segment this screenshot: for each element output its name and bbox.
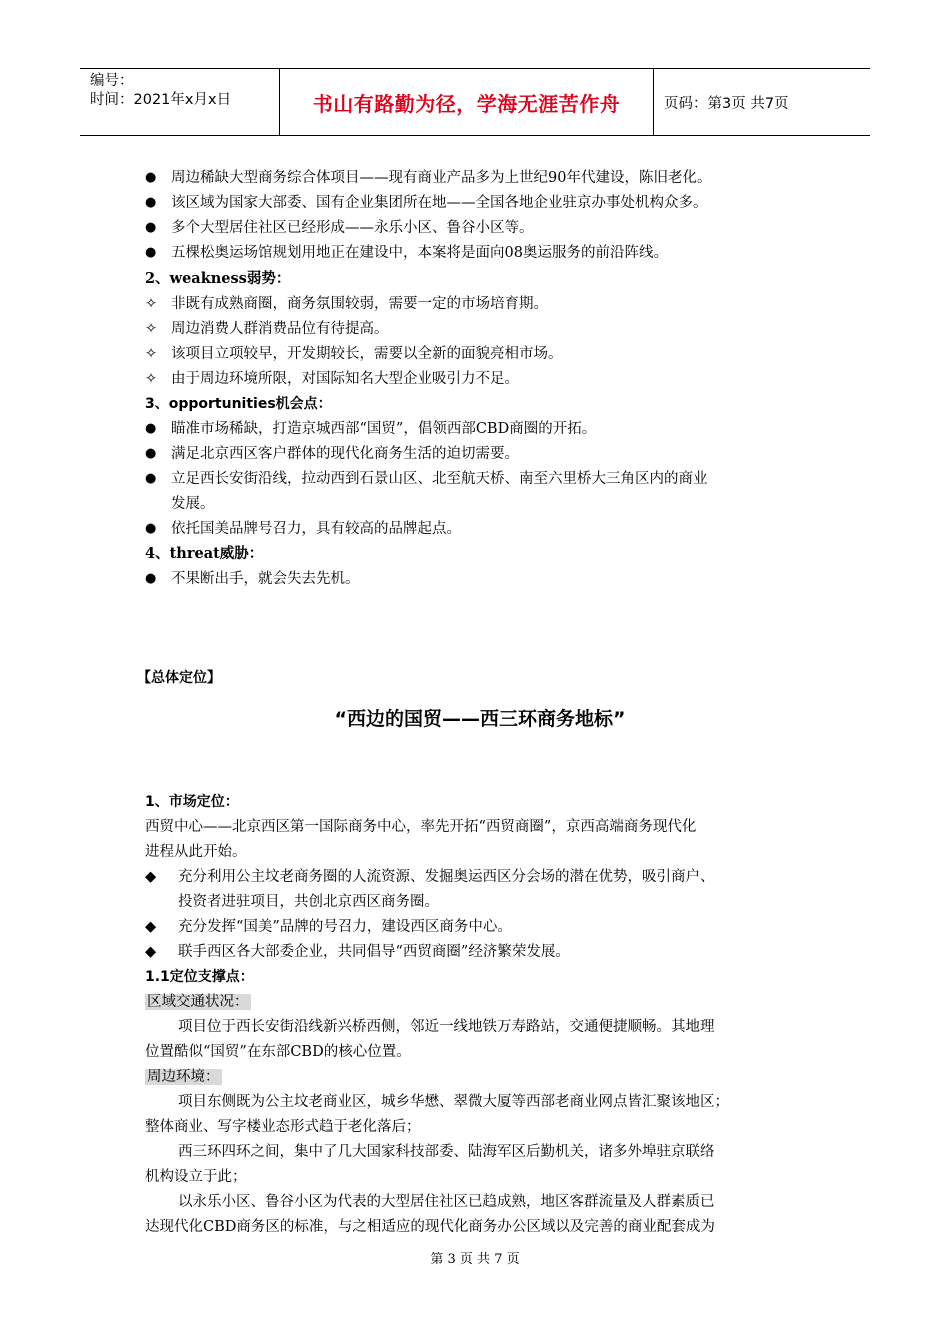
traffic-label: 区域交通状况： [147, 994, 249, 1010]
diamond-item: ◆ 充分发挥“国美”品牌的号召力，建设西区商务中心。 [145, 919, 512, 935]
diamond-bullet-icon: ◆ [145, 944, 157, 960]
bullet-dot-icon: ● [145, 421, 157, 436]
header-meta [80, 69, 280, 135]
weakness-item: ✧ 该项目立项较早，开发期较长，需要以全新的面貌亮相市场。 [145, 346, 563, 362]
env-text: 西三环四环之间，集中了几大国家科技部委、陆海军区后勤机关，诸多外埠驻京联络 [178, 1144, 715, 1160]
positioning-bracket-title: 【总体定位】 [137, 670, 221, 686]
weakness-item: ✧ 非既有成熟商圈，商务氛围较弱，需要一定的市场培育期。 [145, 296, 548, 312]
weakness-heading: 2、weakness弱势： [145, 270, 291, 287]
opportunity-item: ● 瞄准市场稀缺，打造京城西部“国贸”，倡领西部CBD商圈的开拓。 [145, 421, 597, 437]
env-text: 达现代化CBD商务区的标准，与之相适应的现代化商务办公区域以及完善的商业配套成为 [145, 1219, 715, 1235]
header-page-label: 页码：第3页 共7页 [664, 95, 789, 112]
code-label: 编号： [90, 73, 134, 89]
threat-heading: 4、threat威胁： [145, 545, 264, 562]
diamond-item: ◆ 联手西区各大部委企业，共同倡导“西贸商圈”经济繁荣发展。 [145, 944, 570, 960]
page-header [80, 68, 870, 136]
traffic-text: 项目位于西长安街沿线新兴桥西侧，邻近一线地铁万寿路站，交通便捷顺畅。其地理 [178, 1019, 715, 1035]
env-text: 整体商业、写字楼业态形式趋于老化落后； [145, 1119, 421, 1135]
opportunity-item: ● 满足北京西区客户群体的现代化商务生活的迫切需要。 [145, 446, 519, 462]
diamond-bullet-icon: ◆ [145, 919, 157, 935]
star-bullet-icon: ✧ [145, 346, 158, 362]
opportunity-item: ● 立足西长安街沿线，拉动西到石景山区、北至航天桥、南至六里桥大三角区内的商业 [145, 471, 708, 487]
bullet-dot-icon: ● [145, 245, 157, 260]
diamond-item: ◆ 充分利用公主坟老商务圈的人流资源、发掘奥运西区分会场的潜在优势，吸引商户、 [145, 869, 715, 885]
weakness-item: ✧ 由于周边环境所限，对国际知名大型企业吸引力不足。 [145, 371, 519, 387]
bullet-dot-icon: ● [145, 521, 157, 536]
bullet-dot-icon: ● [145, 446, 157, 461]
star-bullet-icon: ✧ [145, 321, 158, 337]
bullet-dot-icon: ● [145, 571, 157, 586]
env-text: 以永乐小区、鲁谷小区为代表的大型居住社区已趋成熟，地区客群流量及人群素质已 [178, 1194, 715, 1210]
star-bullet-icon: ✧ [145, 296, 158, 312]
env-text: 机构设立于此； [145, 1169, 247, 1185]
header-motto: 书山有路勤为径，学海无涯苦作舟 [280, 69, 654, 135]
env-text: 项目东侧既为公主坟老商业区，城乡华懋、翠微大厦等西部老商业网点皆汇聚该地区； [178, 1094, 729, 1110]
bullet-dot-icon: ● [145, 220, 157, 235]
strength-item: ● 该区域为国家大部委、国有企业集团所在地——全国各地企业驻京办事处机构众多。 [145, 195, 708, 211]
date-label: 时间：2021年x月x日 [90, 92, 232, 108]
strength-item: ● 周边稀缺大型商务综合体项目——现有商业产品多为上世纪90年代建设，陈旧老化。 [145, 170, 712, 186]
diamond-bullet-icon: ◆ [145, 869, 157, 885]
weakness-item: ✧ 周边消费人群消费品位有待提高。 [145, 321, 389, 337]
strength-item: ● 多个大型居住社区已经形成——永乐小区、鲁谷小区等。 [145, 220, 534, 236]
strength-item: ● 五棵松奥运场馆规划用地正在建设中，本案将是面向08奥运服务的前沿阵线。 [145, 245, 668, 261]
market-heading: 1、市场定位： [145, 794, 239, 810]
positioning-slogan: “西边的国贸——西三环商务地标” [334, 708, 626, 730]
bullet-dot-icon: ● [145, 170, 157, 185]
page-footer: 第 3 页 共 7 页 [430, 1252, 520, 1267]
threat-item: ● 不果断出手，就会失去先机。 [145, 571, 360, 587]
intro-line: 西贸中心——北京西区第一国际商务中心，率先开拓“西贸商圈”，京西高端商务现代化 [145, 819, 697, 835]
diamond-item-continuation: 投资者进驻项目，共创北京西区商务圈。 [178, 894, 439, 910]
support-heading: 1.1定位支撑点： [145, 969, 254, 985]
opportunities-heading: 3、opportunities机会点： [145, 396, 332, 412]
bullet-dot-icon: ● [145, 195, 157, 210]
intro-line: 进程从此开始。 [145, 844, 247, 860]
traffic-text: 位置酷似“国贸”在东部CBD的核心位置。 [145, 1044, 411, 1060]
opportunity-item-continuation: 发展。 [171, 496, 215, 512]
env-label: 周边环境： [147, 1069, 220, 1085]
opportunity-item: ● 依托国美品牌号召力，具有较高的品牌起点。 [145, 521, 461, 537]
bullet-dot-icon: ● [145, 471, 157, 486]
star-bullet-icon: ✧ [145, 371, 158, 387]
